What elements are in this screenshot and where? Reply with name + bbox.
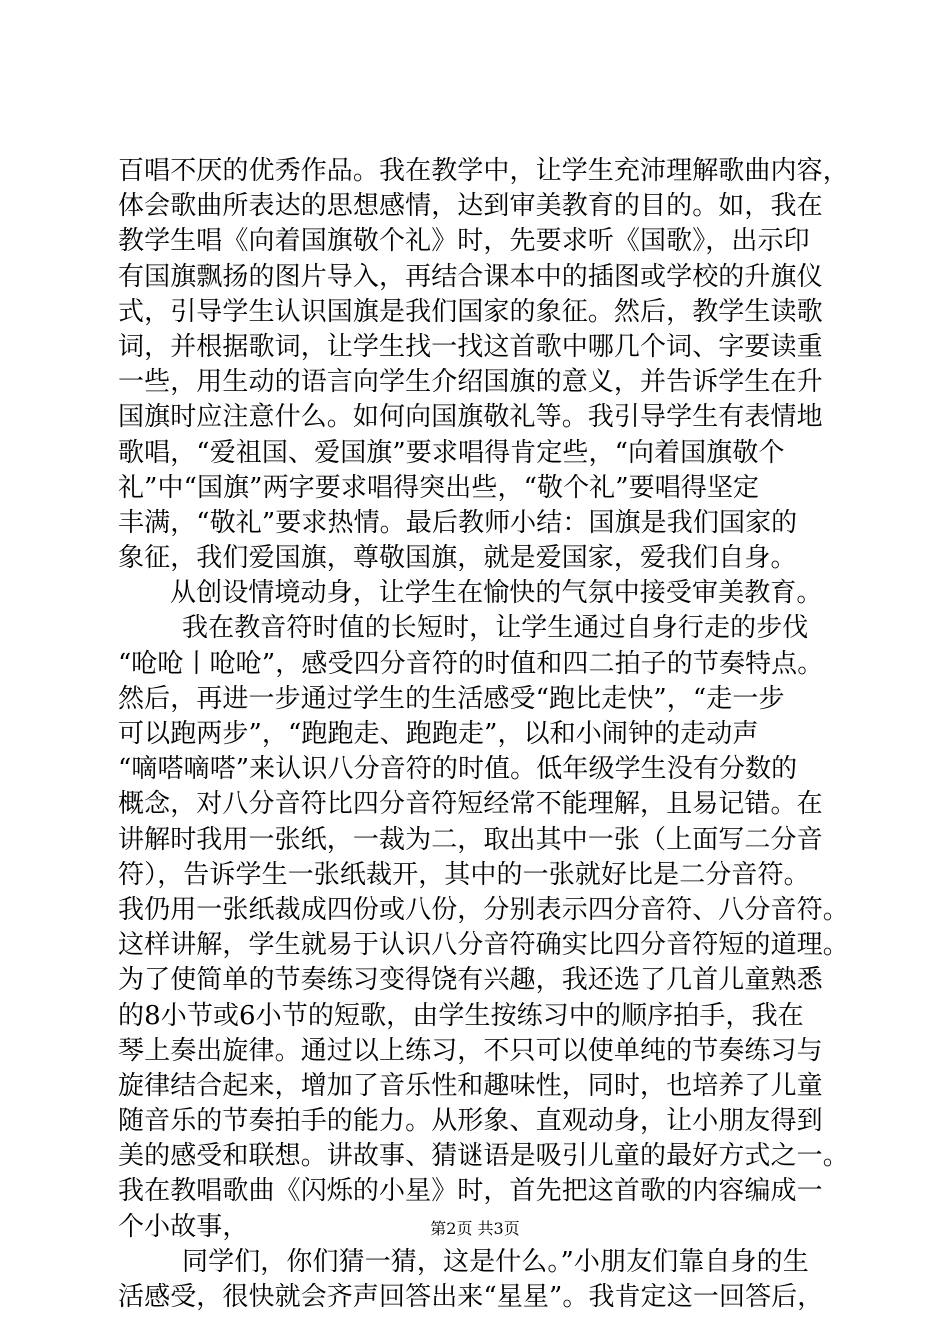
text-line: 丰满，“敬礼”要求热情。最后教师小结：国旗是我们国家的	[118, 507, 798, 538]
page-footer: 第2页 共3页	[430, 1219, 520, 1238]
text-line: 象征，我们爱国旗，尊敬国旗，就是爱国家，爱我们自身。	[118, 543, 797, 574]
text-line: 活感受，很快就会齐声回答出来“星星”。我肯定这一回答后，	[118, 1282, 824, 1312]
text-line: 体会歌曲所表达的思想感情，达到审美教育的目的。如，我在	[118, 191, 823, 222]
text-line: “嘀嗒嘀嗒”来认识八分音符的时值。低年级学生没有分数的	[118, 754, 798, 785]
text-line: 个小故事，	[118, 1211, 249, 1242]
text-line: 式，引导学生认识国旗是我们国家的象征。然后，教学生读歌	[118, 296, 823, 327]
text-line: 可以跑两步”，“跑跑走、跑跑走”，以和小闹钟的走动声	[118, 719, 759, 749]
text-line: 词，并根据歌词，让学生找一找这首歌中哪几个词、字要读重	[118, 331, 823, 362]
text-line: 然后，再进一步通过学生的生活感受“跑比走快”，“走一步	[118, 683, 785, 714]
body-text	[118, 154, 849, 1315]
text-line: 歌唱，“爱祖国、爱国旗”要求唱得肯定些，“向着国旗敬个	[118, 437, 785, 468]
text-line: 有国旗飘扬的图片导入，再结合课本中的插图或学校的升旗仪	[118, 261, 823, 292]
text-line: 的8小节或6小节的短歌，由学生按练习中的顺序拍手，我在	[118, 1000, 804, 1031]
text-line: 教学生唱《向着国旗敬个礼》时，先要求听《国歌》，出示印	[118, 226, 810, 257]
text-line: 我在教唱歌曲《闪烁的小星》时，首先把这首歌的内容编成一	[118, 1176, 823, 1207]
paragraph-start-line: 同学们，你们猜一猜，这是什么。”小朋友们靠自身的生	[182, 1246, 809, 1277]
text-line: 一些，用生动的语言向学生介绍国旗的意义，并告诉学生在升	[118, 367, 823, 398]
text-line: 旋律结合起来，增加了音乐性和趣味性，同时，也培养了儿童	[118, 1070, 823, 1101]
text-line: 随音乐的节奏拍手的能力。从形象、直观动身，让小朋友得到	[118, 1106, 823, 1137]
text-line: 符），告诉学生一张纸裁开，其中的一张就好比是二分音符。	[118, 859, 810, 890]
text-line: 讲解时我用一张纸，一裁为二，取出其中一张（上面写二分音	[118, 824, 823, 855]
text-line: 国旗时应注意什么。如何向国旗敬礼等。我引导学生有表情地	[118, 402, 823, 433]
text-line: 为了使简单的节奏练习变得饶有兴趣，我还选了几首儿童熟悉	[118, 965, 823, 996]
text-line: 百唱不厌的优秀作品。我在教学中，让学生充沛理解歌曲内容，	[118, 156, 849, 186]
text-line: 礼”中“国旗”两字要求唱得突出些，“敬个礼”要唱得坚定	[118, 472, 760, 503]
text-line: 美的感受和联想。讲故事、猜谜语是吸引儿童的最好方式之一。	[118, 1141, 849, 1172]
text-line: 这样讲解，学生就易于认识八分音符确实比四分音符短的道理。	[118, 930, 849, 961]
paragraph-start-line: 我在教音符时值的长短时，让学生通过自身行走的步伐	[182, 613, 809, 644]
text-line: “呛呛丨呛呛”，感受四分音符的时值和四二拍子的节奏特点。	[118, 648, 824, 679]
text-line: 我仍用一张纸裁成四份或八份，分别表示四分音符、八分音符。	[118, 894, 849, 925]
text-line: 概念，对八分音符比四分音符短经常不能理解，且易记错。在	[118, 789, 823, 820]
text-line: 琴上奏出旋律。通过以上练习，不只可以使单纯的节奏练习与	[118, 1035, 823, 1066]
section-heading-line: 从创设情境动身，让学生在愉快的气氛中接受审美教育。	[170, 578, 823, 609]
